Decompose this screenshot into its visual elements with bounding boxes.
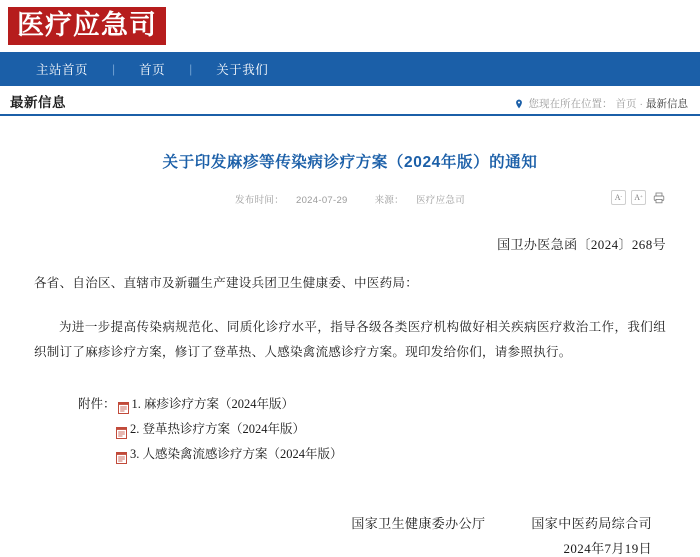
- signer-organization: 国家中医药局综合司: [531, 515, 652, 531]
- article-source: 来源： 医疗应急司: [374, 195, 465, 206]
- nav-separator: |: [189, 62, 193, 76]
- signer-organization: 国家卫生健康委办公厅: [351, 515, 486, 531]
- page-title: 最新信息: [10, 95, 66, 110]
- nav-item-main-site[interactable]: 主站首页: [36, 63, 89, 77]
- attachment-row: [78, 417, 666, 442]
- attachment-link[interactable]: 2. 登革热诊疗方案（2024年版）: [130, 421, 306, 436]
- document-icon: [116, 448, 127, 460]
- breadcrumb-home-link[interactable]: 首页: [615, 98, 637, 110]
- font-increase-button[interactable]: A +: [631, 190, 646, 205]
- signature-date: 2024年7月19日: [563, 540, 652, 556]
- article-title: 关于印发麻疹等传染病诊疗方案（2024年版）的通知: [162, 154, 538, 171]
- article-container: [0, 150, 700, 557]
- section-header: [0, 86, 700, 116]
- document-number: 国卫办医急函〔2024〕268号: [497, 237, 666, 252]
- article-meta-row: [34, 192, 666, 212]
- signature-block: [34, 513, 666, 532]
- document-icon: [116, 423, 127, 435]
- attachments-list: [34, 392, 666, 467]
- publish-time: 发布时间： 2024-07-29: [235, 195, 348, 206]
- article-paragraph: 为进一步提高传染病规范化、同质化诊疗水平，指导各级各类医疗机构做好相关疾病医疗救治工作，我们组织制订了麻疹诊疗方案，修订了登革热、人感染禽流感诊疗方案。现印发给你们，请参照执行。: [34, 319, 666, 360]
- document-icon: [118, 398, 129, 410]
- main-navigation: [0, 52, 700, 86]
- site-header: [0, 0, 700, 52]
- font-decrease-button[interactable]: A -: [611, 190, 626, 205]
- attachment-row: [78, 442, 666, 467]
- printer-icon[interactable]: [651, 190, 666, 205]
- article-meta: [34, 192, 666, 206]
- breadcrumb: [514, 96, 689, 111]
- breadcrumb-prefix: 您现在所在位置：: [528, 98, 613, 110]
- article-tools: [611, 190, 666, 205]
- breadcrumb-separator: ·: [639, 97, 643, 110]
- site-logo[interactable]: 医疗应急司: [8, 7, 166, 45]
- nav-item-about-us[interactable]: 关于我们: [216, 63, 269, 77]
- attachment-row: [78, 392, 666, 417]
- nav-separator: |: [112, 62, 116, 76]
- location-pin-icon: [514, 99, 524, 109]
- nav-item-home[interactable]: 首页: [139, 63, 166, 77]
- attachment-link[interactable]: 1. 麻疹诊疗方案（2024年版）: [131, 396, 295, 411]
- attachments-label: 附件：: [78, 396, 116, 411]
- attachment-link[interactable]: 3. 人感染禽流感诊疗方案（2024年版）: [130, 446, 343, 461]
- breadcrumb-current: 最新信息: [646, 98, 688, 110]
- article-salutation: 各省、自治区、直辖市及新疆生产建设兵团卫生健康委、中医药局：: [34, 276, 419, 290]
